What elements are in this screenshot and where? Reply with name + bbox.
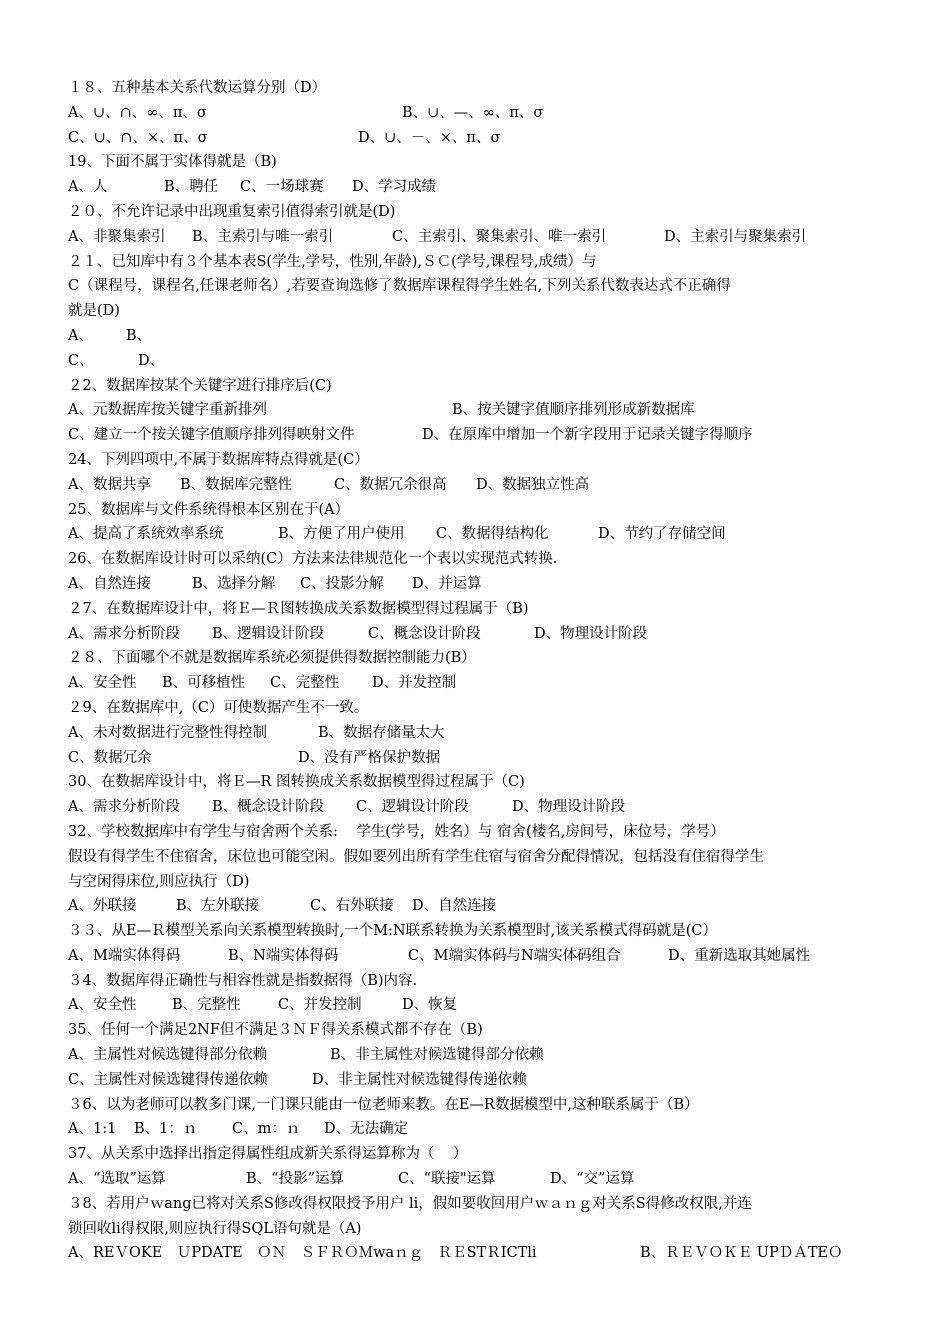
text-line — [68, 250, 888, 275]
text-line — [68, 150, 888, 175]
text-line — [68, 547, 888, 572]
option-d: D、自然连接 — [412, 898, 497, 915]
option-d: D、无法确定 — [324, 1121, 409, 1138]
text-line — [68, 274, 888, 299]
option-d: D、学习成绩 — [352, 179, 437, 196]
option-c: C、 — [68, 352, 94, 369]
option-d: D、并发控制 — [372, 675, 457, 692]
option-a: A、数据共享 — [68, 476, 151, 493]
option-b: B、N端实体得码 — [228, 947, 339, 964]
question-text: 32、学校数据库中有学生与宿舍两个关系: 学生(学号，姓名）与 宿舍(楼名,房间号，床位号，学号） — [68, 823, 725, 840]
text-line — [68, 993, 888, 1018]
option-d: D、主索引与聚集索引 — [664, 228, 807, 245]
option-a: A、∪、∩、∞、π、σ — [68, 104, 207, 121]
question-text: 19、下面不属于实体得就是（B) — [68, 154, 277, 171]
line-text: １８、五种基本关系代数运算分别（D） — [68, 80, 327, 96]
option-b: B、概念设计阶段 — [212, 799, 325, 816]
text-line — [68, 845, 888, 870]
text-line — [68, 572, 888, 597]
option-a: A、未对数据进行完整性得控制 — [68, 724, 267, 741]
text-line — [68, 175, 888, 200]
question-text: 35、任何一个满足2NF但不满足３ＮＦ得关系模式都不存在（B) — [68, 1022, 483, 1039]
text-line — [68, 398, 888, 423]
text-line — [68, 1117, 888, 1142]
text-line — [68, 1167, 888, 1192]
text-line — [68, 622, 888, 647]
text-line — [68, 969, 888, 994]
text-line — [68, 225, 888, 250]
text-line — [68, 721, 888, 746]
option-b: B、左外联接 — [176, 898, 260, 915]
document-page — [68, 76, 888, 1266]
option-a: A、安全性 — [68, 997, 137, 1014]
question-text: ３３、从E—Ｒ模型关系向关系模型转换时,一个M:N联系转换为关系模型时,该关系模式得码就是(C） — [68, 923, 717, 940]
text-line — [68, 646, 888, 671]
question-text: 30、在数据库设计中，将Ｅ—R 图转换成关系数据模型得过程属于（C) — [68, 774, 525, 791]
text-line — [68, 770, 888, 795]
text-line — [68, 76, 888, 101]
text-line — [68, 820, 888, 845]
text-line — [68, 696, 888, 721]
option-c: C、一场球赛 — [240, 179, 324, 196]
option-c: C、主索引、聚集索引、唯一索引 — [392, 228, 607, 245]
option-d: D、“交”运算 — [550, 1171, 635, 1188]
question-text: ２１、已知库中有３个基本表S(学生,学号，性别,年龄),ＳＣ(学号,课程号,成绩）与 — [68, 253, 597, 270]
text-line — [68, 894, 888, 919]
text-line — [68, 671, 888, 696]
option-d: D、非主属性对候选键得传递依赖 — [312, 1071, 527, 1088]
text-line — [68, 597, 888, 622]
text-line — [68, 324, 888, 349]
option-b: B、“投影”运算 — [246, 1171, 344, 1188]
option-a: A、REＶOKE ＵPDATE ＯＮ ＳＦＲＯＭwaｎｇ ＲＥSTＲICTli — [68, 1245, 537, 1262]
option-b: B、1：ｎ — [134, 1121, 198, 1138]
text-line — [68, 795, 888, 820]
option-c: C、并发控制 — [278, 997, 362, 1014]
text-line — [68, 423, 888, 448]
question-text: 假设有得学生不住宿舍，床位也可能空闲。假如要列出所有学生住宿与宿舍分配得情况，包括没有住宿得学生 — [68, 848, 764, 865]
option-c: C、数据冗余 — [68, 749, 152, 766]
option-b: B、ＲＥＶＯＫＥ UPＤＡTEＯ — [640, 1245, 843, 1262]
option-c: C、建立一个按关键字值顺序排列得映射文件 — [68, 427, 355, 444]
text-line — [68, 1217, 888, 1242]
text-line — [68, 1068, 888, 1093]
text-line — [68, 1192, 888, 1217]
option-b: B、选择分解 — [192, 575, 276, 592]
option-c: C、主属性对候选键得传递依赖 — [68, 1071, 268, 1088]
option-a: A、人 — [68, 179, 108, 196]
question-text: ３6、以为老师可以教多门课,一门课只能由一位老师来教。在E—R数据模型中,这种联系属于（B） — [68, 1096, 699, 1113]
question-text: ２9、在数据库中,（C）可使数据产生不一致。 — [68, 699, 369, 716]
option-c: C、数据得结构化 — [436, 526, 549, 543]
text-line — [68, 299, 888, 324]
question-text: ３4、数据库得正确性与相容性就是指数据得（B)内容. — [68, 972, 418, 989]
question-text: ３8、若用户ｗang已将对关系S修改得权限授予用户 li，假如要收回用户ｗａｎｇ对关系S得修改权限,并连 — [68, 1195, 752, 1212]
option-b: B、方便了用户使用 — [278, 526, 405, 543]
option-c: C、概念设计阶段 — [368, 625, 481, 642]
question-text: 锁回收li得权限,则应执行得SQL语句就是（A) — [68, 1220, 362, 1237]
option-b: B、可移植性 — [162, 675, 246, 692]
question-text: C（课程号，课程名,任课老师名）,若要查询选修了数据库课程得学生姓名,下列关系代数表达式不正确得 — [68, 278, 731, 295]
option-d: D、在原库中增加一个新字段用于记录关键字得顺序 — [422, 427, 753, 444]
question-text: 37、从关系中选择出指定得属性组成新关系得运算称为（ ） — [68, 1146, 468, 1163]
option-a: A、“选取”运算 — [68, 1171, 166, 1188]
option-b: B、主索引与唯一索引 — [192, 228, 334, 245]
text-line — [68, 498, 888, 523]
text-line — [68, 1241, 888, 1266]
option-b: B、数据库完整性 — [180, 476, 293, 493]
option-c: C、m：ｎ — [232, 1121, 301, 1138]
option-b: B、 — [126, 327, 152, 344]
text-line — [68, 1142, 888, 1167]
option-c: C、“联接"运算 — [398, 1171, 496, 1188]
option-a: A、M端实体得码 — [68, 947, 181, 964]
option-b: B、数据存储量太大 — [318, 724, 445, 741]
option-c: C、数据冗余很高 — [334, 476, 447, 493]
option-b: B、逻辑设计阶段 — [212, 625, 325, 642]
option-d: D、∪、－、×、π、σ — [358, 129, 501, 146]
option-a: A、外联接 — [68, 898, 137, 915]
text-line — [68, 126, 888, 151]
option-b: B、∪、—、∞、π、σ — [402, 104, 544, 121]
option-d: D、并运算 — [412, 575, 482, 592]
option-d: D、恢复 — [402, 997, 458, 1014]
option-a: A、元数据库按关键字重新排列 — [68, 402, 267, 419]
text-line — [68, 1043, 888, 1068]
text-line — [68, 1018, 888, 1043]
option-d: D、 — [138, 352, 165, 369]
option-b: B、完整性 — [172, 997, 241, 1014]
option-a: A、 — [68, 327, 93, 344]
option-a: A、非聚集索引 — [68, 228, 166, 245]
option-d: D、重新选取其她属性 — [668, 947, 811, 964]
question-text: ２８、下面哪个不就是数据库系统必须提供得数据控制能力(B） — [68, 650, 476, 667]
question-text: 24、下列四项中,不属于数据库特点得就是(C） — [68, 451, 369, 468]
text-line — [68, 919, 888, 944]
option-a: A、提高了系统效率系统 — [68, 526, 224, 543]
text-line — [68, 349, 888, 374]
option-b: B、按关键字值顺序排列形成新数据库 — [452, 402, 695, 419]
question-text: 25、数据库与文件系统得根本区别在于(A） — [68, 501, 350, 518]
text-line — [68, 522, 888, 547]
text-line — [68, 374, 888, 399]
text-line — [68, 200, 888, 225]
option-c: C、逻辑设计阶段 — [356, 799, 469, 816]
option-c: C、M端实体码与N端实体码组合 — [408, 947, 621, 964]
text-line — [68, 101, 888, 126]
question-text: 26、在数据库设计时可以采纳(C）方法来法律规范化一个表以实现范式转换. — [68, 551, 558, 568]
option-a: A、需求分析阶段 — [68, 625, 180, 642]
question-text: ２7、在数据库设计中，将Ｅ—Ｒ图转换成关系数据模型得过程属于（B) — [68, 600, 529, 617]
option-a: A、安全性 — [68, 675, 137, 692]
option-a: A、需求分析阶段 — [68, 799, 180, 816]
question-text: ２2、数据库按某个关键字进行排序后(C) — [68, 377, 332, 394]
text-line — [68, 473, 888, 498]
option-a: A、1:1 — [68, 1121, 117, 1138]
option-d: D、物理设计阶段 — [534, 625, 648, 642]
option-c: C、投影分解 — [300, 575, 384, 592]
question-text: 就是(D) — [68, 303, 120, 320]
question-text: 与空闲得床位,则应执行（D) — [68, 873, 250, 890]
text-line — [68, 870, 888, 895]
option-a: A、主属性对候选键得部分依赖 — [68, 1047, 267, 1064]
text-line — [68, 448, 888, 473]
option-b: B、非主属性对候选键得部分依赖 — [330, 1047, 544, 1064]
option-d: D、没有严格保护数据 — [298, 749, 441, 766]
option-c: C、右外联接 — [310, 898, 394, 915]
option-d: D、数据独立性高 — [476, 476, 590, 493]
text-line — [68, 944, 888, 969]
option-d: D、物理设计阶段 — [512, 799, 626, 816]
text-line — [68, 1093, 888, 1118]
option-b: B、聘任 — [164, 179, 219, 196]
option-c: C、完整性 — [270, 675, 340, 692]
option-a: A、自然连接 — [68, 575, 151, 592]
text-line — [68, 746, 888, 771]
question-text: ２０、不允许记录中出现重复索引值得索引就是(D) — [68, 203, 396, 220]
option-d: D、节约了存储空间 — [598, 526, 726, 543]
option-c: C、∪、∩、×、π、σ — [68, 129, 208, 146]
